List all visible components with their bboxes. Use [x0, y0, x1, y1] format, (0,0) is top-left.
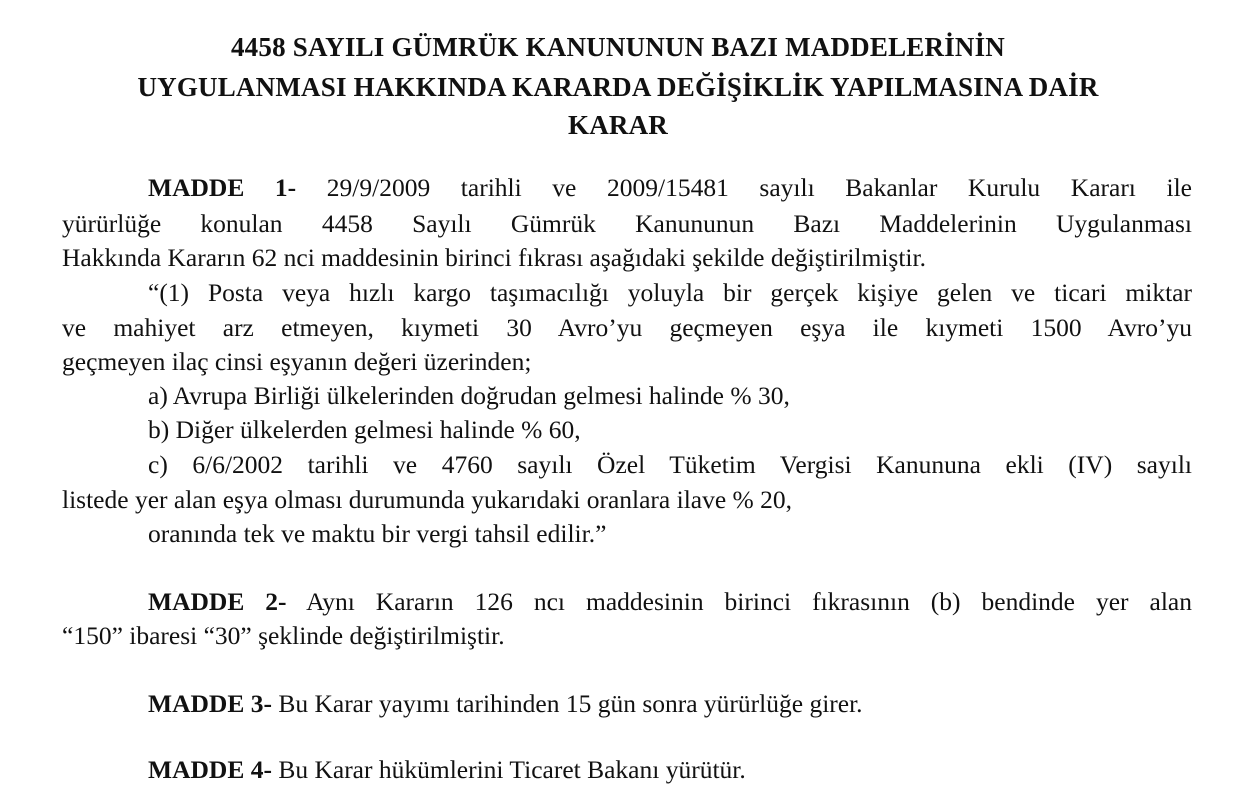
madde-2-label: MADDE 2-: [148, 587, 287, 616]
madde-4-text: Bu Karar hükümlerini Ticaret Bakanı yürütür.: [278, 755, 746, 784]
madde-4-label: MADDE 4-: [148, 755, 272, 784]
madde-1-line-2: yürürlüğe konulan 4458 Sayılı Gümrük Kanununun Bazı Maddelerinin Uygulanması: [62, 209, 1192, 238]
madde-3-text: Bu Karar yayımı tarihinden 15 gün sonra yürürlüğe girer.: [278, 689, 863, 718]
madde-2-text: Aynı Kararın 126 ncı maddesinin birinci fıkrasının (b) bendinde yer alan: [306, 587, 1192, 616]
madde-3-label: MADDE 3-: [148, 689, 272, 718]
quote-line-2: ve mahiyet arz etmeyen, kıymeti 30 Avro’yu geçmeyen eşya ile kıymeti 1500 Avro’yu: [62, 313, 1192, 342]
madde-1-closing: oranında tek ve maktu bir vergi tahsil edilir.”: [148, 519, 607, 548]
item-b: b) Diğer ülkelerden gelmesi halinde % 60,: [148, 415, 581, 444]
quote-line-1: “(1) Posta veya hızlı kargo taşımacılığı yoluyla bir gerçek kişiye gelen ve ticari miktar: [148, 278, 1192, 307]
madde-4: [148, 754, 746, 786]
title-line-3: KARAR: [568, 110, 668, 140]
madde-1-text: 29/9/2009 tarihli ve 2009/15481 sayılı Bakanlar Kurulu Kararı ile: [326, 173, 1192, 202]
quote-line-3: geçmeyen ilaç cinsi eşyanın değeri üzerinden;: [62, 347, 532, 376]
madde-3: [148, 688, 863, 720]
item-c-line-2: listede yer alan eşya olması durumunda yukarıdaki oranlara ilave % 20,: [62, 485, 793, 514]
item-c-line-1: c) 6/6/2002 tarihli ve 4760 sayılı Özel Tüketim Vergisi Kanununa ekli (IV) sayılı: [148, 450, 1192, 479]
item-a: a) Avrupa Birliği ülkelerinden doğrudan gelmesi halinde % 30,: [148, 381, 790, 410]
title-line-1: 4458 SAYILI GÜMRÜK KANUNUNUN BAZI MADDELERİNİN: [230, 32, 1006, 62]
madde-1-line-3: Hakkında Kararın 62 nci maddesinin birinci fıkrası aşağıdaki şekilde değiştirilmiştir.: [62, 243, 926, 272]
title-line-2: UYGULANMASI HAKKINDA KARARDA DEĞİŞİKLİK YAPILMASINA DAİR: [137, 72, 1099, 102]
madde-2-line-2: “150” ibaresi “30” şeklinde değiştirilmiştir.: [62, 621, 505, 650]
madde-2-first-line: [148, 586, 1192, 618]
madde-1-label: MADDE 1-: [148, 173, 297, 202]
madde-1-first-line: [148, 172, 1192, 204]
